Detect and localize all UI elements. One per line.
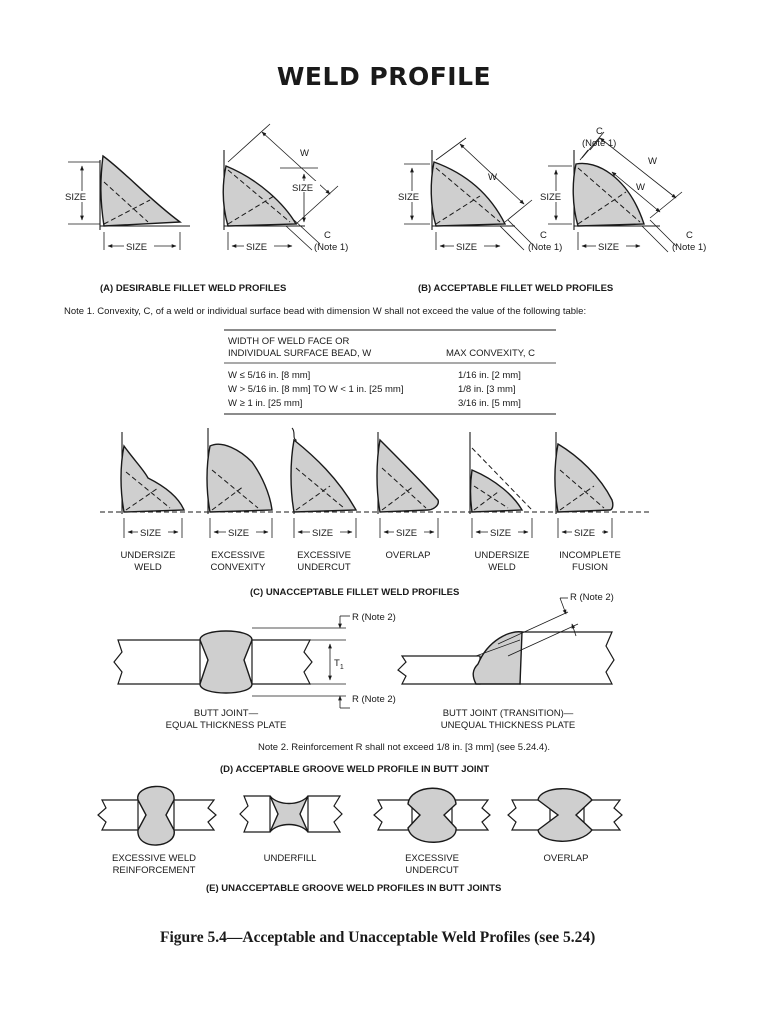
label-undersize-weld: UNDERSIZE (474, 550, 530, 561)
w-label: W (300, 148, 309, 159)
note1-ref: (Note 1) (672, 242, 707, 253)
size-label: SIZE (490, 528, 512, 539)
groove-overlap (508, 789, 622, 842)
label-excessive-undercut-2: UNDERCUT (405, 865, 459, 876)
section-b-caption: (B) ACCEPTABLE FILLET WELD PROFILES (418, 283, 614, 294)
label-excessive-convexity: EXCESSIVE (211, 550, 265, 561)
table-row-convexity: 3/16 in. [5 mm] (458, 398, 521, 409)
acceptable-fillet-2 (539, 126, 706, 253)
groove-excessive-undercut (374, 788, 490, 842)
table-header-width-2: INDIVIDUAL SURFACE BEAD, W (228, 348, 372, 359)
label-butt-joint-transition-2: UNEQUAL THICKNESS PLATE (440, 720, 576, 731)
label-excessive-undercut: EXCESSIVE (297, 550, 351, 561)
r-note2-label: R (Note 2) (570, 592, 614, 603)
size-label: SIZE (398, 192, 420, 203)
table-row-width: W > 5/16 in. [8 mm] TO W < 1 in. [25 mm] (228, 384, 404, 395)
acceptable-fillet-1 (397, 138, 562, 253)
label-excessive-convexity-2: CONVEXITY (210, 562, 266, 573)
unacceptable-fillet-6 (555, 432, 613, 539)
figure-caption: Figure 5.4—Acceptable and Unacceptable Weld Profiles (see 5.24) (160, 929, 596, 946)
w-label: W (636, 182, 645, 193)
note-2: Note 2. Reinforcement R shall not exceed 1/8 in. [3 mm] (see 5.24.4). (258, 742, 551, 753)
unacceptable-fillet-3 (291, 428, 356, 539)
section-c-caption: (C) UNACCEPTABLE FILLET WELD PROFILES (250, 587, 460, 598)
size-label: SIZE (228, 528, 250, 539)
groove-underfill (240, 796, 342, 832)
label-butt-joint-transition: BUTT JOINT (TRANSITION)— (442, 708, 574, 719)
w-label: W (648, 156, 657, 167)
size-label: SIZE (312, 528, 334, 539)
label-excessive-weld-reinforcement: EXCESSIVE WELD (112, 853, 196, 864)
label-butt-joint-equal-2: EQUAL THICKNESS PLATE (165, 720, 287, 731)
label-butt-joint-equal: BUTT JOINT— (193, 708, 259, 719)
size-label: SIZE (456, 242, 478, 253)
table-header-convexity: MAX CONVEXITY, C (446, 348, 536, 359)
note1-ref: (Note 1) (582, 138, 617, 149)
table-row-convexity: 1/8 in. [3 mm] (458, 384, 516, 395)
groove-excessive-reinforcement (98, 786, 216, 845)
c-label: C (596, 126, 603, 137)
table-row-width: W ≥ 1 in. [25 mm] (228, 398, 303, 409)
size-label: SIZE (246, 242, 268, 253)
label-incomplete-fusion: INCOMPLETE (559, 550, 621, 561)
unacceptable-fillet-2 (207, 428, 272, 539)
size-label: SIZE (65, 192, 87, 203)
section-a-caption: (A) DESIRABLE FILLET WELD PROFILES (100, 283, 287, 294)
c-label: C (686, 230, 693, 241)
size-label: SIZE (126, 242, 148, 253)
label-underfill: UNDERFILL (263, 853, 317, 864)
c-label: C (540, 230, 547, 241)
table-header-width: WIDTH OF WELD FACE OR (228, 336, 350, 347)
unacceptable-fillet-1 (121, 432, 184, 539)
size-label: SIZE (140, 528, 162, 539)
note1-ref: (Note 1) (528, 242, 563, 253)
size-label: SIZE (292, 183, 314, 194)
label-excessive-undercut: EXCESSIVE (405, 853, 459, 864)
page-title: WELD PROFILE (276, 62, 492, 91)
convexity-table (224, 330, 556, 414)
label-incomplete-fusion-2: FUSION (572, 562, 608, 573)
section-d-caption: (D) ACCEPTABLE GROOVE WELD PROFILE IN BUTT JOINT (220, 764, 490, 775)
table-row-convexity: 1/16 in. [2 mm] (458, 370, 521, 381)
label-overlap: OVERLAP (385, 550, 431, 561)
label-undersize-weld-2: WELD (488, 562, 516, 573)
note-1: Note 1. Convexity, C, of a weld or individual surface bead with dimension W shall not exceed the value of the following table: (64, 306, 587, 317)
w-label: W (488, 172, 497, 183)
butt-joint-equal (114, 612, 396, 708)
size-label: SIZE (574, 528, 596, 539)
size-label: SIZE (598, 242, 620, 253)
label-excessive-weld-reinforcement-2: REINFORCEMENT (112, 865, 196, 876)
unacceptable-fillet-5 (470, 432, 532, 539)
note1-ref: (Note 1) (314, 242, 349, 253)
desirable-fillet-2 (223, 124, 348, 253)
butt-joint-transition (398, 592, 614, 684)
label-undersize-weld: UNDERSIZE (120, 550, 176, 561)
size-label: SIZE (396, 528, 418, 539)
section-e-caption: (E) UNACCEPTABLE GROOVE WELD PROFILES IN BUTT JOINTS (206, 883, 502, 894)
table-row-width: W ≤ 5/16 in. [8 mm] (228, 370, 311, 381)
r-note2-label: R (Note 2) (352, 612, 396, 623)
size-label: SIZE (540, 192, 562, 203)
c-label: C (324, 230, 331, 241)
r-note2-label: R (Note 2) (352, 694, 396, 705)
unacceptable-fillet-4 (377, 432, 438, 539)
label-undersize-weld-2: WELD (134, 562, 162, 573)
desirable-fillet-1 (64, 156, 190, 253)
t1-label: $T_1$ (334, 658, 344, 671)
label-overlap: OVERLAP (543, 853, 589, 864)
label-excessive-undercut-2: UNDERCUT (297, 562, 351, 573)
